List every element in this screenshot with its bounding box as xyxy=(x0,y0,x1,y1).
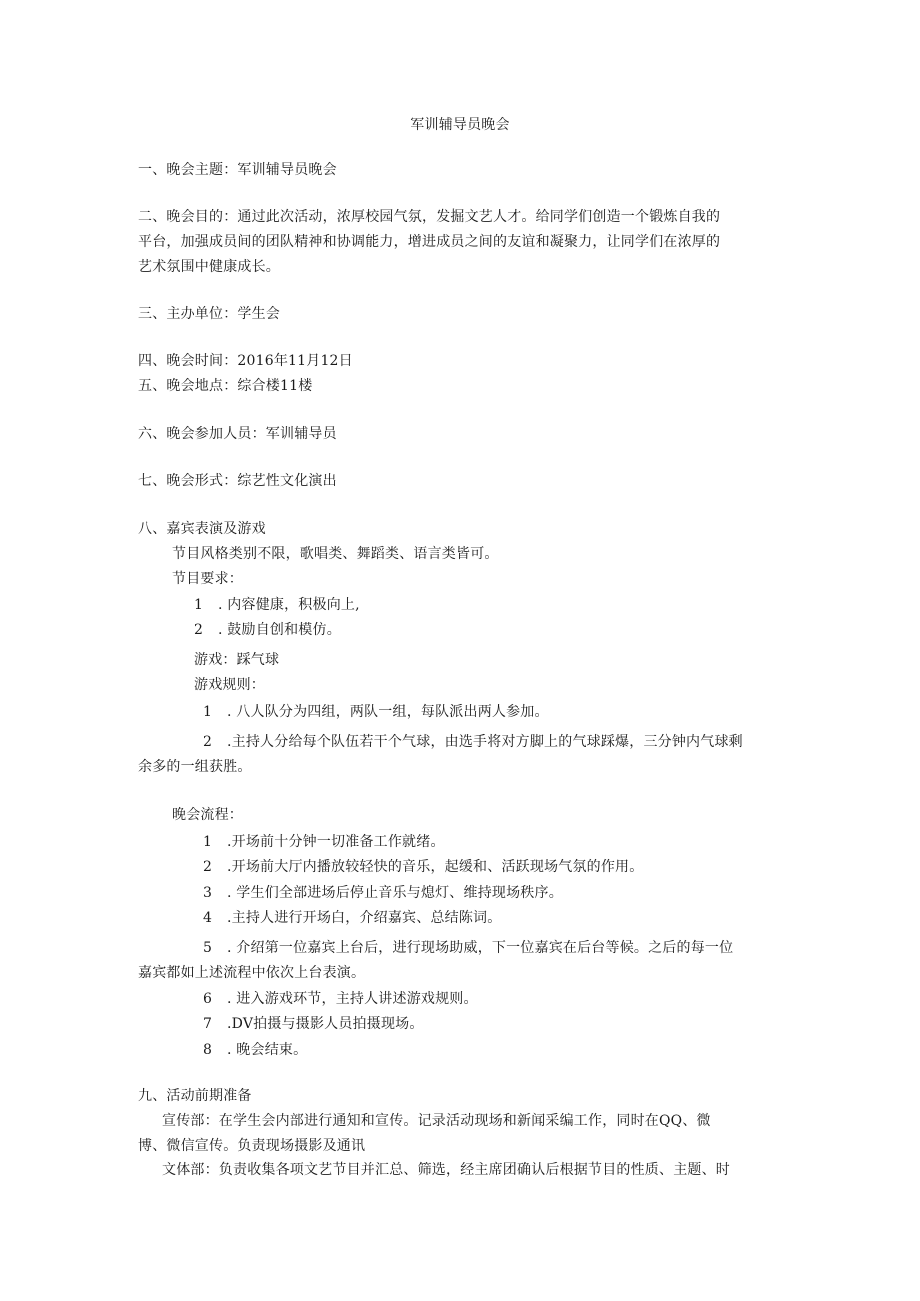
program-requirements-heading: 节目要求： xyxy=(172,571,243,587)
document-title: 军训辅导员晚会 xyxy=(410,117,510,133)
section-purpose-line-1: 二、晚会目的：通过此次活动，浓厚校园气氛，发掘文艺人才。给同学们创造一个锻炼自我的 xyxy=(138,209,721,225)
requirement-item xyxy=(194,596,360,614)
section-organizer: 三、主办单位：学生会 xyxy=(138,306,280,322)
section-performances-heading: 八、嘉宾表演及游戏 xyxy=(138,521,266,537)
flow-number: 4 xyxy=(203,910,213,926)
section-preparation-heading: 九、活动前期准备 xyxy=(138,1088,252,1104)
preparation-line: 博、微信宣传。负责现场摄影及通讯 xyxy=(138,1138,366,1154)
section-format: 七、晚会形式：综艺性文化演出 xyxy=(138,473,337,489)
section-participants: 六、晚会参加人员：军训辅导员 xyxy=(138,426,337,442)
flow-number: 5 xyxy=(203,940,213,956)
game-rule-item xyxy=(203,733,743,751)
flow-item xyxy=(203,858,643,876)
requirement-number: 2 xyxy=(194,622,204,638)
flow-text: .开场前大厅内播放较轻快的音乐，起缓和、活跃现场气氛的作用。 xyxy=(227,859,644,875)
game-name: 游戏：踩气球 xyxy=(194,652,280,668)
preparation-line: 宣传部：在学生会内部进行通知和宣传。记录活动现场和新闻采编工作，同时在QQ、微 xyxy=(162,1113,711,1129)
flow-text: . 学生们全部进场后停止音乐与熄灯、维持现场秩序。 xyxy=(227,885,563,901)
requirement-text: . 内容健康，积极向上, xyxy=(218,597,360,613)
section-purpose-line-2: 平台，加强成员间的团队精神和协调能力，增进成员之间的友谊和凝聚力，让同学们在浓厚的 xyxy=(138,234,721,250)
flow-number: 7 xyxy=(203,1016,213,1032)
event-flow-heading: 晚会流程： xyxy=(172,807,243,823)
flow-item xyxy=(203,884,563,902)
flow-number: 3 xyxy=(203,885,213,901)
flow-text: .开场前十分钟一切准备工作就绪。 xyxy=(227,834,445,850)
game-rule-continuation: 余多的一组获胜。 xyxy=(138,759,252,775)
game-rule-text: . 八人队分为四组，两队一组，每队派出两人参加。 xyxy=(227,704,549,720)
flow-text: .DV拍摄与摄影人员拍摄现场。 xyxy=(227,1016,424,1032)
requirement-item xyxy=(194,621,341,639)
flow-item xyxy=(203,939,733,957)
flow-text: . 晚会结束。 xyxy=(227,1042,308,1058)
flow-item xyxy=(203,1015,424,1033)
flow-text: . 进入游戏环节，主持人讲述游戏规则。 xyxy=(227,991,478,1007)
game-rule-item xyxy=(203,703,549,721)
section-location: 五、晚会地点：综合楼11楼 xyxy=(138,378,313,394)
section-time: 四、晚会时间：2016年11月12日 xyxy=(138,353,353,369)
requirement-number: 1 xyxy=(194,597,204,613)
section-theme: 一、晚会主题：军训辅导员晚会 xyxy=(138,162,337,178)
flow-number: 6 xyxy=(203,991,213,1007)
flow-text: .主持人进行开场白，介绍嘉宾、总结陈词。 xyxy=(227,910,502,926)
section-purpose-line-3: 艺术氛围中健康成长。 xyxy=(138,259,280,275)
flow-text: . 介绍第一位嘉宾上台后，进行现场助威，下一位嘉宾在后台等候。之后的每一位 xyxy=(227,940,734,956)
requirement-text: . 鼓励自创和模仿。 xyxy=(218,622,341,638)
flow-number: 2 xyxy=(203,859,213,875)
flow-number: 1 xyxy=(203,834,213,850)
flow-item-continuation: 嘉宾都如上述流程中依次上台表演。 xyxy=(138,965,366,981)
flow-item xyxy=(203,833,445,851)
flow-item xyxy=(203,909,501,927)
game-rule-text: .主持人分给每个队伍若干个气球，由选手将对方脚上的气球踩爆，三分钟内气球剩 xyxy=(227,734,743,750)
game-rule-number: 2 xyxy=(203,734,213,750)
flow-number: 8 xyxy=(203,1042,213,1058)
performance-style-note: 节目风格类别不限，歌唱类、舞蹈类、语言类皆可。 xyxy=(172,546,499,562)
flow-item xyxy=(203,990,478,1008)
flow-item xyxy=(203,1041,307,1059)
game-rule-number: 1 xyxy=(203,704,213,720)
game-rules-heading: 游戏规则： xyxy=(194,677,265,693)
preparation-line: 文体部：负责收集各项文艺节目并汇总、筛选，经主席团确认后根据节目的性质、主题、时 xyxy=(162,1162,730,1178)
